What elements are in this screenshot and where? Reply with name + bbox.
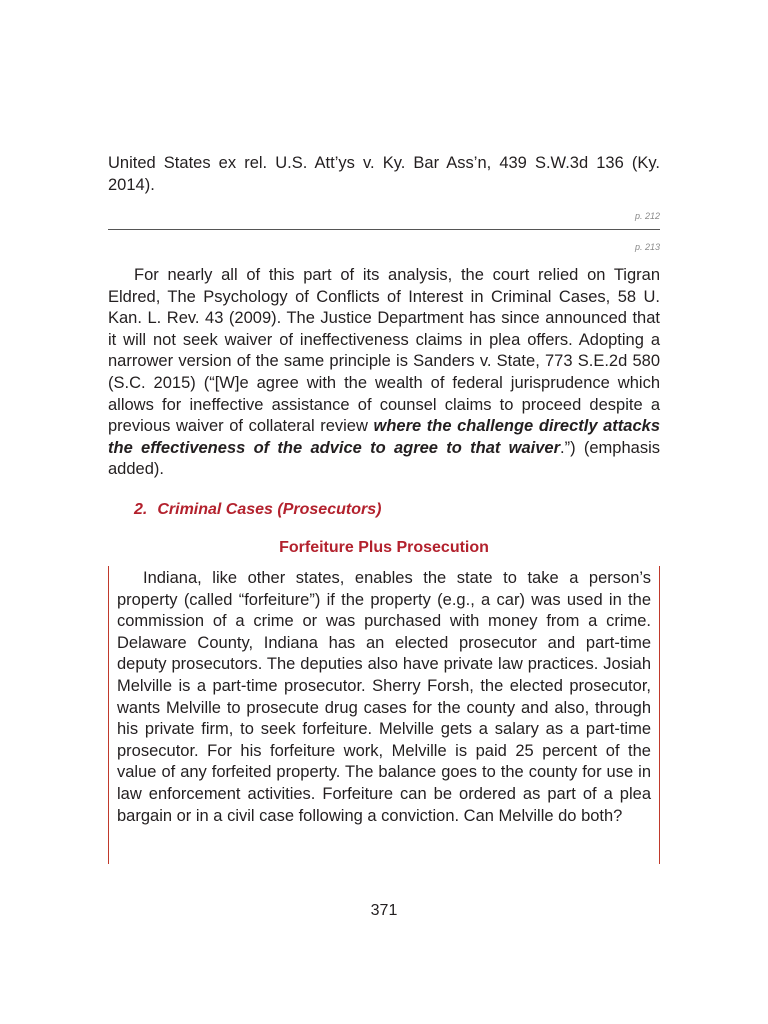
problem-text: Indiana, like other states, enables the state to take a person’s property (called “forfeiture”) if the property (e.g., a car) was used in the commission of a crime or was purchased with money from a crime. Delaware County, Indiana has an elected prosecutor and part-time deputy prosecutors. The deputies also have private law practices. Josiah Melville is a part-time prosecutor. Sherry Forsh, the elected prosecutor, wants Melville to prosecute drug cases for the county and also, through his private firm, to seek forfeiture. Melville gets a salary as a part-time prosecutor. For his forfeiture work, Melville is paid 25 percent of the value of any forfeited property. The balance goes to the county for use in law enforcement activities. Forfeiture can be ordered as part of a plea bargain or in a civil case following a conviction. Can Melville do both? — [117, 569, 651, 825]
page-marker-previous: p. 212 — [634, 211, 660, 221]
footnote-paragraph-tail: .”) (emphasis added). — [108, 438, 660, 479]
page-number: 371 — [370, 902, 398, 919]
problem-box — [108, 566, 660, 864]
section-number: 2. — [134, 501, 148, 518]
footnote-citation: United States ex rel. U.S. Att’ys v. Ky. Bar Ass’n, 439 S.W.3d 136 (Ky. 2014). — [108, 154, 660, 194]
page-break-rule — [108, 229, 660, 230]
section-heading — [134, 501, 381, 519]
footnote-paragraph — [108, 265, 660, 481]
page-marker-next: p. 213 — [634, 242, 660, 252]
section-title: Criminal Cases (Prosecutors) — [157, 501, 382, 518]
footnote-paragraph-emphasis: where the challenge directly attacks the effectiveness of the advice to agree to that waiver — [108, 417, 660, 457]
problem-title: Forfeiture Plus Prosecution — [279, 539, 489, 556]
footnote-paragraph-text: For nearly all of this part of its analysis, the court relied on Tigran Eldred, The Psychology of Conflicts of Interest in Criminal Cases, 58 U. Kan. L. Rev. 43 (2009). The Justice Department has since announced that it will not seek waiver of ineffectiveness claims in plea offers. Adopting a narrower version of the same principle is Sanders v. State, 773 S.E.2d 580 (S.C. 2015) (“[W]e agree with the wealth of federal jurisprudence which allows for ineffective assistance of counsel claims to proceed despite a previous waiver of collateral review — [108, 266, 660, 436]
